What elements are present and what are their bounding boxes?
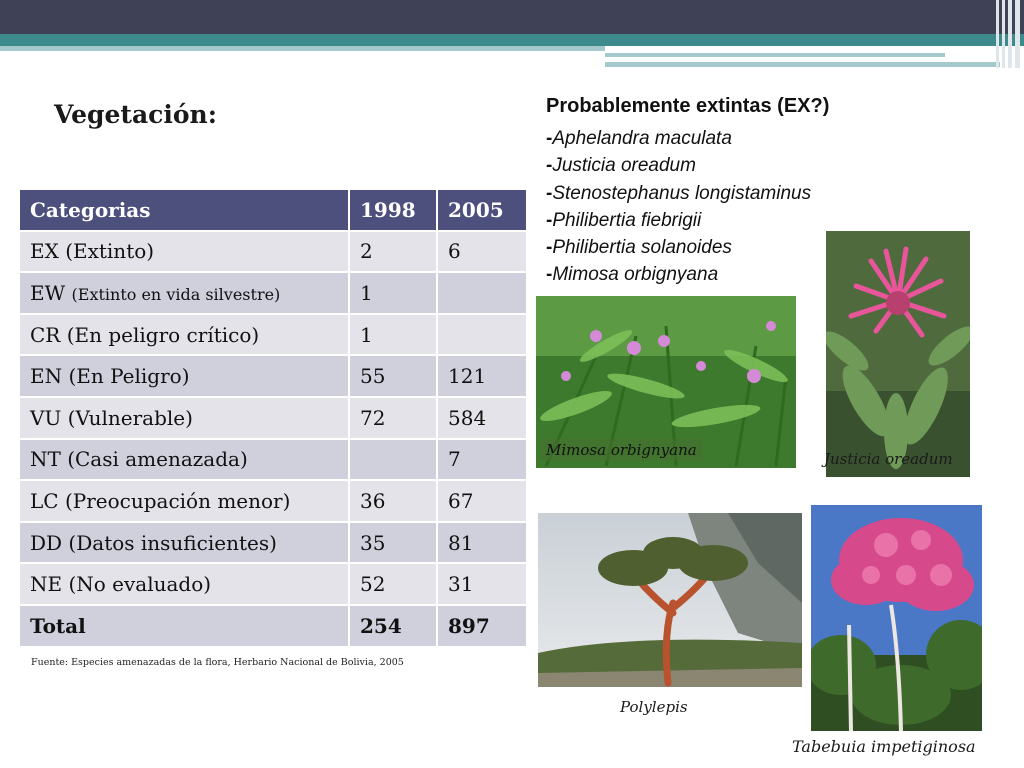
header-accent-band: [0, 34, 1024, 46]
table-row: [20, 481, 528, 523]
category-note: (Extinto en vida silvestre): [71, 284, 281, 304]
justicia-caption: Justicia oreadum: [824, 450, 953, 468]
category-cell: EN (En Peligro): [20, 356, 350, 398]
category-cell: NT (Casi amenazada): [20, 440, 350, 482]
value-2005-cell: 67: [438, 481, 528, 523]
extinct-heading: Probablemente extintas (EX?): [546, 95, 830, 117]
table-row: [20, 523, 528, 565]
mimosa-caption: Mimosa orbignyana: [540, 439, 703, 461]
value-1998-cell: 2: [350, 232, 438, 274]
category-cell: EW (Extinto en vida silvestre): [20, 273, 350, 315]
value-1998-cell: 36: [350, 481, 438, 523]
tabebuia-caption: Tabebuia impetiginosa: [792, 737, 976, 756]
polylepis-photo: [538, 513, 802, 687]
value-1998-cell: 52: [350, 564, 438, 606]
list-item: -Aphelandra maculata: [546, 128, 732, 149]
table-header-row: [20, 190, 528, 232]
tabebuia-photo: [811, 505, 982, 731]
total-2005-cell: 897: [438, 606, 528, 648]
value-2005-cell: 121: [438, 356, 528, 398]
value-2005-cell: 7: [438, 440, 528, 482]
value-2005-cell: [438, 273, 528, 315]
table-row: [20, 356, 528, 398]
value-2005-cell: [438, 315, 528, 357]
column-header: 2005: [438, 190, 528, 232]
table-row: [20, 440, 528, 482]
category-cell: DD (Datos insuficientes): [20, 523, 350, 565]
total-1998-cell: 254: [350, 606, 438, 648]
header-line: [0, 46, 605, 51]
list-item: -Justicia oreadum: [546, 155, 696, 177]
extinct-species-list: [546, 125, 811, 289]
value-1998-cell: 72: [350, 398, 438, 440]
table-row: [20, 315, 528, 357]
value-2005-cell: 6: [438, 232, 528, 274]
category-cell: EX (Extinto): [20, 232, 350, 274]
header-band: [0, 0, 1024, 34]
column-header: 1998: [350, 190, 438, 232]
value-2005-cell: 81: [438, 523, 528, 565]
polylepis-caption: Polylepis: [620, 698, 688, 716]
list-item: -Philibertia fiebrigii: [546, 209, 702, 231]
table-row: [20, 564, 528, 606]
table-row: [20, 398, 528, 440]
list-item: -Mimosa orbignyana: [546, 264, 719, 286]
table-row: [20, 273, 528, 315]
value-2005-cell: 31: [438, 564, 528, 606]
value-1998-cell: 1: [350, 273, 438, 315]
column-header: Categorias: [20, 190, 350, 232]
slide-title: Vegetación:: [54, 100, 217, 129]
table-row: [20, 232, 528, 274]
category-cell: CR (En peligro crítico): [20, 315, 350, 357]
value-2005-cell: 584: [438, 398, 528, 440]
category-cell: NE (No evaluado): [20, 564, 350, 606]
category-cell: VU (Vulnerable): [20, 398, 350, 440]
table-total-row: [20, 606, 528, 648]
header-line: [605, 62, 1000, 67]
value-1998-cell: 55: [350, 356, 438, 398]
source-note: Fuente: Especies amenazadas de la flora, Herbario Nacional de Bolivia, 2005: [31, 657, 404, 668]
value-1998-cell: [350, 440, 438, 482]
list-item: -Philibertia solanoides: [546, 237, 732, 259]
header-line: [605, 53, 945, 57]
list-item: -Stenostephanus longistaminus: [546, 182, 812, 204]
value-1998-cell: 1: [350, 315, 438, 357]
header-bars-decoration: [994, 0, 1024, 68]
categories-table: [20, 190, 528, 648]
value-1998-cell: 35: [350, 523, 438, 565]
category-cell: LC (Preocupación menor): [20, 481, 350, 523]
total-label-cell: Total: [20, 606, 350, 648]
justicia-photo: [826, 231, 970, 477]
